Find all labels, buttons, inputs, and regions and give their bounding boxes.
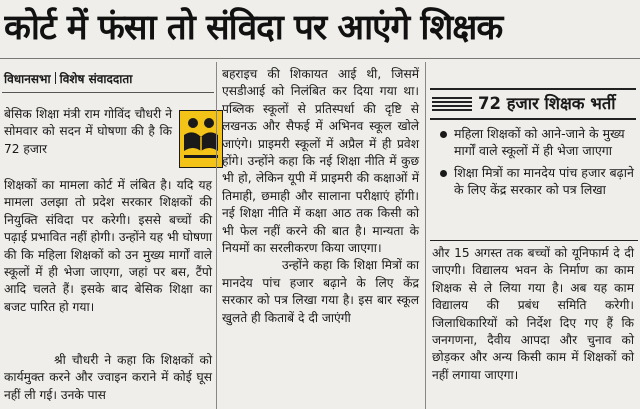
column-divider-1 (216, 62, 217, 409)
bullet-item (438, 165, 634, 198)
headline-rule (0, 58, 640, 59)
headline: कोर्ट में फंसा तो संविदा पर आएंगे शिक्षक (4, 8, 503, 48)
para-2-text: श्री चौधरी ने कहा कि शिक्षकों को कार्यमुक्त करने और ज्वाइन कराने में कोई घूस नहीं ली गई। उनके पास (4, 353, 212, 402)
intro-text: बेसिक शिक्षा मंत्री राम गोविंद चौधरी ने सोमवार को सदन में घोषणा की है कि 72 हजार (4, 107, 172, 156)
byline-reporter: विशेष संवाददाता (59, 72, 133, 86)
column-2-para-1: बहराइच की शिकायत आई थी, जिसमें एसडीआई को निलंबित कर दिया गया था। पब्लिक स्कूलों से प्रतिस्पर्धा की दृष्टि से लखनऊ और सैफई में अभिनव स्कूल खोले जाएंगे। प्राइमरी स्कूलों में अप्रैल में ही प्रवेश होंगे। उन्होंने कहा कि नई शिक्षा नीति में कुछ भी हो, लेकिन यूपी में प्राइमरी की कक्षाओं में तिमाही, छमाही और सालाना परीक्षाएं होंगी। नई शिक्षा नीति में कक्षा आठ तक किसी को भी फेल नहीं करने की बात है। मान्यता के नियमों का सरलीकरण किया जाएगा। (222, 67, 419, 256)
sidebar-bullets (438, 126, 634, 204)
bullet-text: महिला शिक्षकों को आने-जाने के मुख्य मार्गों वाले स्कूलों में ही भेजा जाएगा (454, 126, 625, 158)
header-lines-decoration (432, 97, 472, 111)
sidebar-header (430, 88, 636, 120)
bullet-text: शिक्षा मित्रों का मानदेय पांच हजार बढ़ाने के लिए केंद्र सरकार को पत्र लिखा (454, 165, 634, 197)
sidebar-title: 72 हजार शिक्षक भर्ती (478, 94, 616, 113)
body-text: शिक्षकों का मामला कोर्ट में लंबित है। यदि यह मामला उलझा तो प्रदेश सरकार शिक्षकों की नियुक्ति संविदा पर करेगी। इससे बच्चों की पढ़ाई प्रभावित नहीं होगी। उन्होंने यह भी घोषणा की कि महिला शिक्षकों को उन मुख्य मार्गों वाले स्कूलों में ही भेजा जाएगा, जहां पर बस, टैंपो आदि चलते हैं। इसके बाद बेसिक शिक्षा का बजट पारित हो गया। (4, 178, 212, 314)
byline-place: विधानसभा (4, 72, 51, 86)
byline-rule (2, 92, 214, 93)
column-1-para-2 (4, 352, 212, 404)
column-3-para-1: और 15 अगस्त तक बच्चों को यूनिफार्म दे दी जाएगी। विद्यालय भवन के निर्माण का काम शिक्षक से ले लिया गया है। अब यह काम विद्यालय की प्रबंध समिति करेगी। जिलाधिकारियों को निर्देश दिए गए हैं कि जनगणना, दैवीय आपदा और चुनाव को छोड़कर और अन्य किसी काम में शिक्षकों को नहीं लगाया जाएगा। (432, 246, 634, 382)
sidebar-bottom-rule (430, 240, 638, 241)
bullet-item (438, 126, 634, 159)
byline-separator (55, 72, 56, 84)
column-2 (222, 66, 419, 327)
sidebar-box (430, 72, 638, 232)
column-divider-2 (425, 62, 426, 409)
byline (4, 70, 210, 88)
bullet-icon (440, 131, 447, 138)
column-3 (432, 245, 634, 384)
column-2-para-2: उन्होंने कहा कि शिक्षा मित्रों का मानदेय पांच हजार बढ़ाने के लिए केंद्र सरकार को पत्र लिखा गया है। इस बार स्कूल खुलते ही किताबें दे दी जाएंगी (222, 258, 419, 325)
bullet-icon (440, 170, 447, 177)
column-1-intro (4, 106, 172, 158)
column-1-body (4, 177, 212, 316)
